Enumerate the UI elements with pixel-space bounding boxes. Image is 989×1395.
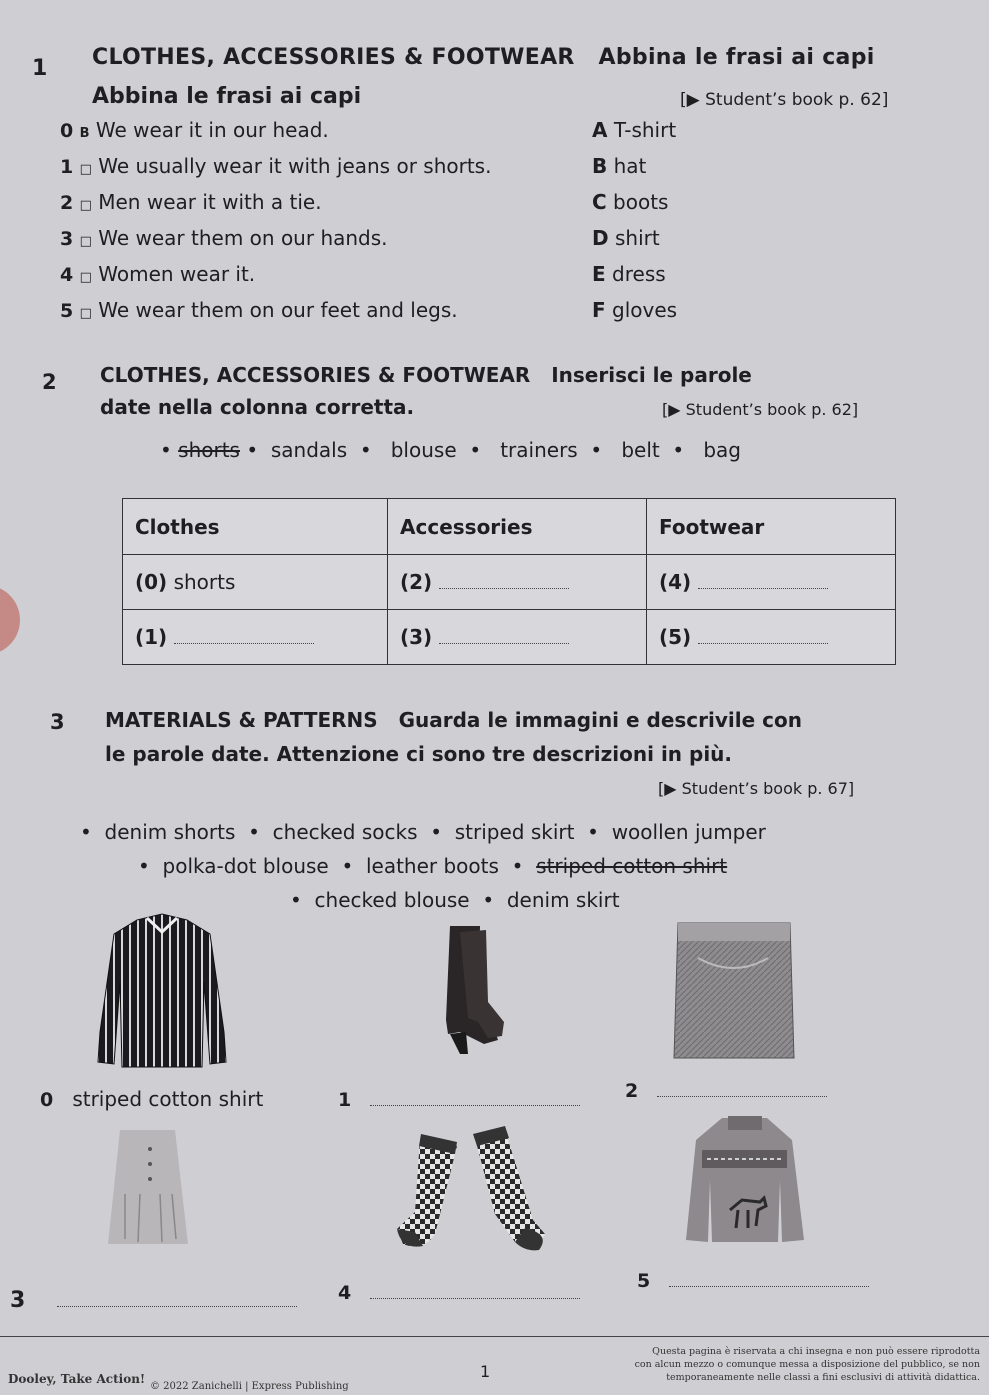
table-cell[interactable]: (5) bbox=[647, 610, 896, 665]
answer-blank[interactable] bbox=[57, 1305, 297, 1307]
exercise-title-line2: date nella colonna corretta. bbox=[100, 395, 415, 419]
exercise-title-line2: Abbina le frasi ai capi bbox=[92, 84, 362, 109]
woollen-jumper-image bbox=[682, 1110, 807, 1245]
answer-checkbox[interactable]: □ bbox=[79, 234, 92, 249]
table-row bbox=[123, 610, 896, 665]
student-book-ref: [▶ Student’s book p. 62] bbox=[680, 90, 889, 110]
checked-socks-image bbox=[375, 1124, 560, 1254]
exercise-title: CLOTHES, ACCESSORIES & FOOTWEAR Inserisci le parole bbox=[100, 363, 752, 387]
table-row bbox=[123, 555, 896, 610]
option-item: E dress bbox=[592, 262, 666, 286]
option-item: D shirt bbox=[592, 226, 660, 250]
header-footwear: Footwear bbox=[647, 499, 896, 555]
table-cell[interactable]: (2) bbox=[388, 555, 647, 610]
answer-item: 3 bbox=[10, 1288, 297, 1313]
answer-checkbox[interactable]: □ bbox=[79, 198, 92, 213]
footer-notice: Questa pagina è riservata a chi insegna e non può essere riprodotta con alcun mezzo o comunque messa a disposizione del pubblico, se non temporaneamente nelle classi a fini esclusivi di attività didattica. bbox=[634, 1346, 980, 1383]
page-number: 1 bbox=[480, 1362, 491, 1381]
footer-left: Dooley, Take Action! bbox=[8, 1372, 146, 1386]
option-item: C boots bbox=[592, 190, 669, 214]
category-table bbox=[122, 498, 896, 665]
exercise-number: 1 bbox=[32, 56, 48, 81]
table-cell: (0) shorts bbox=[123, 555, 388, 610]
striped-shirt-image bbox=[92, 912, 232, 1072]
exercise-title: MATERIALS & PATTERNS Guarda le immagini e descrivile con bbox=[105, 708, 802, 732]
header-accessories: Accessories bbox=[388, 499, 647, 555]
table-cell[interactable]: (4) bbox=[647, 555, 896, 610]
answer-item: 1 bbox=[338, 1087, 580, 1111]
sentence-item: 1 □ We usually wear it with jeans or shorts. bbox=[60, 154, 492, 178]
exercise-number: 2 bbox=[42, 370, 57, 394]
answer-item: 2 bbox=[625, 1078, 827, 1102]
answer-checkbox[interactable]: □ bbox=[79, 306, 92, 321]
option-item: B hat bbox=[592, 154, 647, 178]
word-bank: • shorts • sandals • blouse • trainers • belt • bag bbox=[160, 438, 741, 462]
answer-blank[interactable] bbox=[657, 1095, 827, 1097]
answer-item: 4 bbox=[338, 1280, 580, 1304]
answer-item: 5 bbox=[637, 1268, 869, 1292]
exercise-number: 3 bbox=[50, 710, 65, 734]
exercise-title-line2: le parole date. Attenzione ci sono tre descrizioni in più. bbox=[105, 742, 733, 766]
sentence-item: 3 □ We wear them on our hands. bbox=[60, 226, 388, 250]
page-edge-tab bbox=[0, 585, 20, 655]
option-item: F gloves bbox=[592, 298, 678, 322]
table-cell[interactable]: (1) bbox=[123, 610, 388, 665]
answer-blank[interactable] bbox=[439, 587, 569, 589]
table-header-row bbox=[123, 499, 896, 555]
sentence-item: 0 B We wear it in our head. bbox=[60, 118, 329, 142]
denim-skirt-image bbox=[668, 918, 798, 1063]
answer-checkbox[interactable]: □ bbox=[79, 270, 92, 285]
word-bank-line-3: • checked blouse • denim skirt bbox=[290, 888, 620, 912]
header-clothes: Clothes bbox=[123, 499, 388, 555]
answer-checkbox[interactable]: □ bbox=[79, 162, 92, 177]
answer-blank[interactable] bbox=[370, 1297, 580, 1299]
leather-boots-image bbox=[420, 922, 510, 1062]
student-book-ref: [▶ Student’s book p. 62] bbox=[662, 400, 859, 419]
word-bank-line-1: • denim shorts • checked socks • striped skirt • woollen jumper bbox=[80, 820, 766, 844]
answer-blank[interactable] bbox=[439, 642, 569, 644]
sentence-item: 5 □ We wear them on our feet and legs. bbox=[60, 298, 458, 322]
student-book-ref: [▶ Student’s book p. 67] bbox=[658, 779, 855, 798]
answer-blank[interactable] bbox=[698, 587, 828, 589]
sentence-item: 4 □ Women wear it. bbox=[60, 262, 256, 286]
polka-dot-blouse-image bbox=[100, 1124, 195, 1254]
footer-divider bbox=[0, 1336, 989, 1337]
footer-copyright: © 2022 Zanichelli | Express Publishing bbox=[150, 1381, 349, 1392]
word-bank-line-2: • polka-dot blouse • leather boots • striped cotton shirt bbox=[138, 854, 728, 878]
table-cell[interactable]: (3) bbox=[388, 610, 647, 665]
answer-item: 0 striped cotton shirt bbox=[40, 1087, 264, 1111]
sentence-item: 2 □ Men wear it with a tie. bbox=[60, 190, 322, 214]
answer-blank[interactable] bbox=[174, 642, 314, 644]
answer-blank[interactable] bbox=[370, 1104, 580, 1106]
answer-blank[interactable] bbox=[669, 1285, 869, 1287]
option-item: A T-shirt bbox=[592, 118, 677, 142]
exercise-title: CLOTHES, ACCESSORIES & FOOTWEAR Abbina le frasi ai capi bbox=[92, 45, 875, 70]
answer-blank[interactable] bbox=[698, 642, 828, 644]
